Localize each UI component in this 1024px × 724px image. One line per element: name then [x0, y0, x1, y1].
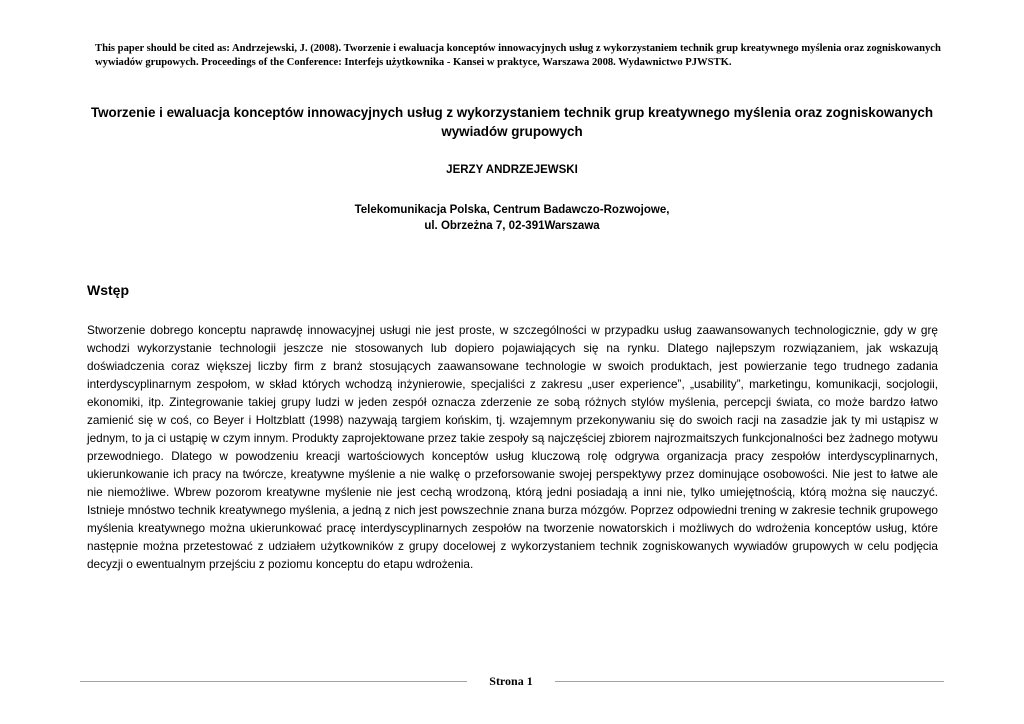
paper-title: Tworzenie i ewaluacja konceptów innowacyjnych usług z wykorzystaniem technik grup kreatywnego myślenia oraz zogniskowanych wywiadów grupowych — [90, 105, 934, 139]
author-name: JERZY ANDRZEJEWSKI — [446, 164, 578, 176]
footer-rule-right — [555, 681, 944, 682]
page-number: Strona 1 — [489, 674, 533, 688]
footer-rule-left — [80, 681, 467, 682]
body-paragraph: Stworzenie dobrego konceptu naprawdę innowacyjnej usługi nie jest proste, w szczególności w przypadku usług zaawansowanych technologicznie, gdy w grę wchodzi wykorzystanie technologii jeszcze nie stosowanych lub dopiero pojawiających się na rynku. Dlatego najlepszym rozwiązaniem, jak wskazują doświadczenia coraz większej liczby firm z branż stosujących zaawansowane technologie w swoich produktach, jest powierzanie tego trudnego zadania interdyscyplinarnym zespołom, w skład których wchodzą inżynierowie, specjaliści z zakresu „user experience”, „usability”, marketingu, komunikacji, socjologii, ekonomiki, itp. Zintegrowanie takiej grupy ludzi w jeden zespół oznacza zderzenie ze sobą różnych stylów myślenia, percepcji świata, co może bardzo łatwo zamienić się w coś, co Beyer i Holtzblatt (1998) nazywają targiem końskim, tj. wzajemnym przekonywaniu się do swoich racji na zasadzie jak ty mi ustąpisz w jednym, to ja ci ustąpię w czym innym. Produkty zaprojektowane przez takie zespoły są najczęściej zbiorem najrozmaitszych funkcjonalności bez żadnego motywu przewodniego. Dlatego w powodzeniu kreacji wartościowych konceptów usług kluczową rolę odgrywa organizacja pracy zespołów interdyscyplinarnych, ukierunkowanie ich pracy na twórcze, kreatywne myślenie a nie walkę o przeforsowanie swojej perspektywy przez dominujące osobowości. Nie jest to łatwe ale nie niemożliwe. Wbrew pozorom kreatywne myślenie nie jest cechą wrodzoną, którą jedni posiadają a inni nie, tylko umiejętnością, którą można się nauczyć. Istnieje mnóstwo technik kreatywnego myślenia, a jedną z nich jest powszechnie znana burza mózgów. Poprzez odpowiedni trening w zakresie technik grupowego myślenia kreatywnego można ukierunkować pracę interdyscyplinarnych zespołów na tworzenie nowatorskich i możliwych do wdrożenia konceptów usług, które następnie można przetestować z udziałem użytkowników z grupy docelowej z wykorzystaniem technik zogniskowanych wywiadów grupowych w celu podjęcia decyzji o ewentualnym przejściu z poziomu konceptu do etapu wdrożenia. — [87, 323, 938, 571]
affiliation-line-2: ul. Obrzeżna 7, 02-391Warszawa — [424, 220, 600, 232]
author-affiliation — [80, 202, 944, 234]
affiliation-line-1: Telekomunikacja Polska, Centrum Badawczo-Rozwojowe, — [354, 204, 670, 216]
section-heading: Wstęp — [87, 282, 129, 298]
citation-note: This paper should be cited as: Andrzejewski, J. (2008). Tworzenie i ewaluacja konceptów innowacyjnych usług z wykorzystaniem technik grup kreatywnego myślenia oraz zogniskowanych wywiadów grupowych. Proceedings of the Conference: Interfejs użytkownika - Kansei w praktyce, Warszawa 2008. Wydawnictwo PJWSTK. — [95, 43, 941, 68]
